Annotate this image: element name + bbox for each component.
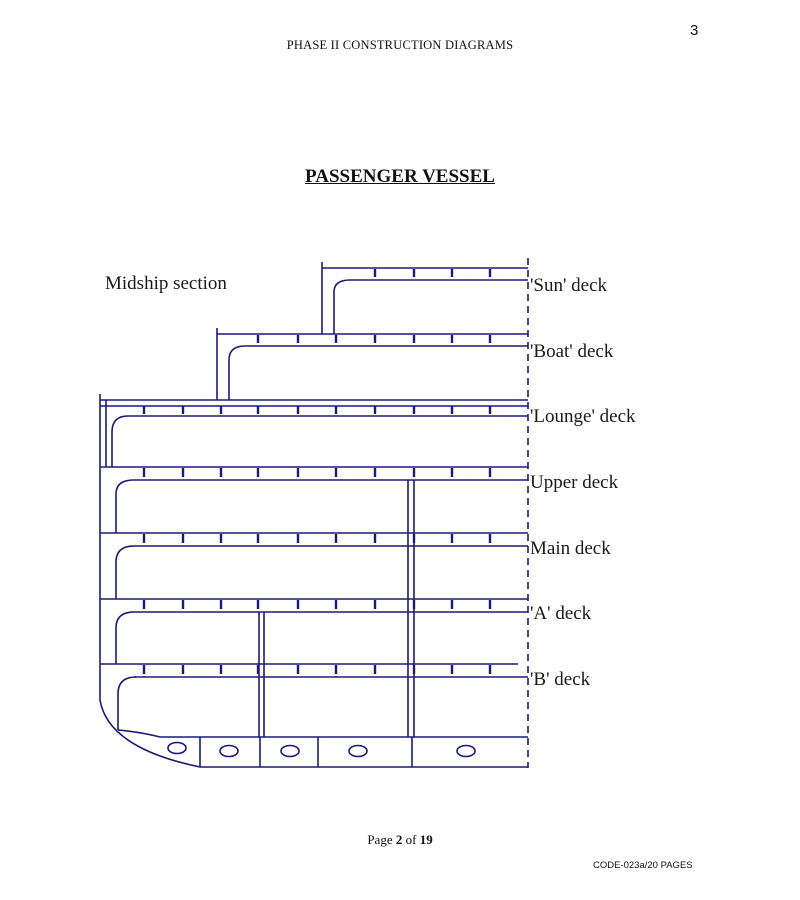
shell-and-superstructure [100, 262, 350, 767]
deck-label-upper: Upper deck [530, 472, 619, 493]
footer-page-indicator [0, 832, 800, 848]
deck-label-main: Main deck [530, 538, 611, 559]
deck-label-sun: 'Sun' deck [530, 275, 608, 296]
document-header: PHASE II CONSTRUCTION DIAGRAMS [286, 38, 514, 52]
document-code: CODE-023a/20 PAGES [593, 860, 693, 871]
page-total: 19 [419, 832, 433, 847]
page-current: 2 [395, 832, 403, 847]
deck-label-b: 'B' deck [530, 669, 591, 690]
page-of: of [402, 832, 420, 847]
page-prefix: Page [367, 832, 396, 847]
double-bottom [168, 737, 528, 767]
page-number: 3 [690, 22, 699, 39]
section-label: Midship section [105, 273, 227, 294]
midship-section-diagram [0, 250, 800, 790]
deck-lines [100, 268, 528, 677]
deck-label-boat: 'Boat' deck [530, 341, 614, 362]
deck-label-a: 'A' deck [530, 603, 592, 624]
diagram-title: PASSENGER VESSEL [305, 166, 495, 187]
hull-structure [100, 258, 528, 768]
deck-beams [144, 269, 490, 674]
deck-label-lounge: 'Lounge' deck [530, 406, 636, 427]
